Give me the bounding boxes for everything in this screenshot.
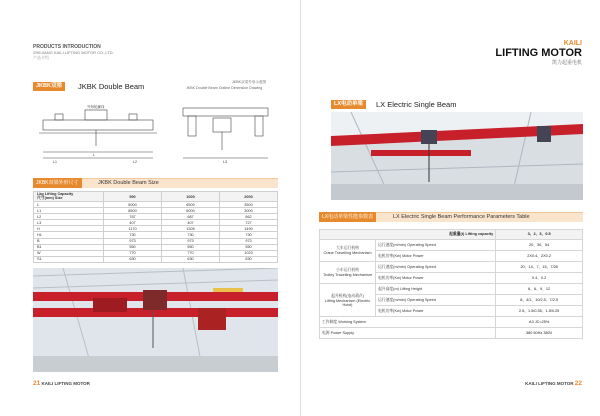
drawing-label-c: L3 bbox=[223, 160, 227, 164]
page-number: 22 bbox=[574, 380, 582, 387]
right-page bbox=[300, 0, 600, 416]
table-row: H1 730 730 730 bbox=[34, 232, 278, 238]
section-title: JKBK Double Beam bbox=[78, 82, 145, 91]
table-row: 电机功率(Kw) Motor Power 0.4、0.2 bbox=[320, 273, 583, 284]
col-header: 1000 bbox=[162, 192, 220, 202]
table-row: B1 550 550 550 bbox=[34, 244, 278, 250]
table-row: W 770 770 1023 bbox=[34, 250, 278, 256]
header-title: PRODUCTS INTRODUCTION bbox=[33, 44, 101, 50]
table-row: 起升机构(电动葫芦) Lifting Mechanism (Electric Hoist) 起升高度(m) Lifting Height 6、6、9、12 bbox=[320, 284, 583, 295]
table-tag: LX电动单梁性能参数表 bbox=[319, 212, 376, 222]
brand-mark: KAILI bbox=[563, 40, 582, 47]
footer-left bbox=[33, 380, 90, 387]
double-beam-photo bbox=[33, 268, 278, 372]
drawing-caption-en: JKBK Double Beam Outline Dimension Drawing bbox=[186, 86, 263, 90]
table-corner: Lkg Lifting Capacity 尺寸(mm) Size bbox=[34, 192, 104, 202]
section-tag: LX电动单梁 bbox=[331, 100, 366, 109]
performance-table bbox=[319, 229, 583, 339]
table-row: 电机功率(Kw) Motor Power 2.5、1.5/0.35、1.5/0.25 bbox=[320, 306, 583, 317]
drawing-label-b: L2 bbox=[133, 160, 137, 164]
table-row: H 1170 1305 1490 bbox=[34, 226, 278, 232]
table-header-row: 起重量(t) Lifting capacity 3、2、3、0.5 bbox=[320, 230, 583, 240]
table-row: L1 8500 6000 3000 bbox=[34, 208, 278, 214]
brand-block bbox=[495, 40, 582, 66]
table-row: 电机功率(Kw) Motor Power 2X0.4、2X0.2 bbox=[320, 251, 583, 262]
table-title: LX Electric Single Beam Performance Parameters Table bbox=[393, 214, 530, 220]
outline-drawing bbox=[33, 100, 278, 168]
single-beam-photo bbox=[331, 112, 583, 200]
table-row: 大车运行机构 Crane Travelling Mechanism 运行速度(m/min) Operating Speed 20、30、54 bbox=[320, 240, 583, 251]
table-row: L2 787 687 662 bbox=[34, 214, 278, 220]
table-row: 工作制度 Working System A3 JC=25% bbox=[320, 317, 583, 328]
drawing-label-d: 外形轮廓线 bbox=[87, 105, 105, 109]
table-row: L3 407 407 727 bbox=[34, 220, 278, 226]
drawing-label-e: L bbox=[93, 153, 95, 157]
header-company: ZHEJIANG KAILI LIFTING MOTOR CO.,LTD. bbox=[33, 50, 114, 55]
table-row: 小车运行机构 Trolley Travelling Mechanism 运行速度(m/min) Operating Speed 20、14、7、15、7/28 bbox=[320, 262, 583, 273]
footer-brand: KAILI LIFTING MOTOR bbox=[41, 381, 90, 386]
table-title: JKBK Double Beam Size bbox=[98, 180, 159, 186]
table-row: S1 630 630 630 bbox=[34, 256, 278, 262]
dimension-table bbox=[33, 191, 278, 263]
table-row: L 5000 6500 3500 bbox=[34, 202, 278, 208]
table-row: 电源 Power Supply 380 50Hz 380V bbox=[320, 328, 583, 339]
footer-brand: KAILI LIFTING MOTOR bbox=[525, 381, 574, 386]
table-tag: JKBK双梁外形尺寸 bbox=[33, 178, 82, 188]
footer-right bbox=[525, 380, 582, 387]
brand-name: LIFTING MOTOR bbox=[495, 47, 582, 59]
drawing-caption: JKBK双梁外形示意图 bbox=[232, 80, 267, 84]
table-row: B 973 973 973 bbox=[34, 238, 278, 244]
section-title: LX Electric Single Beam bbox=[376, 100, 457, 109]
section-tag: JKBK双梁 bbox=[33, 82, 65, 91]
col-header: 500 bbox=[104, 192, 162, 202]
header-cn: 产品介绍 bbox=[33, 55, 49, 60]
page-number: 21 bbox=[33, 380, 41, 387]
table-row: 运行速度(m/min) Operating Speed 8、4/1、10/2.5、7/2.5 bbox=[320, 295, 583, 306]
col-header: 2000 bbox=[220, 192, 278, 202]
brand-cn: 凯力起重电机 bbox=[551, 60, 582, 66]
drawing-label-a: L1 bbox=[53, 160, 57, 164]
